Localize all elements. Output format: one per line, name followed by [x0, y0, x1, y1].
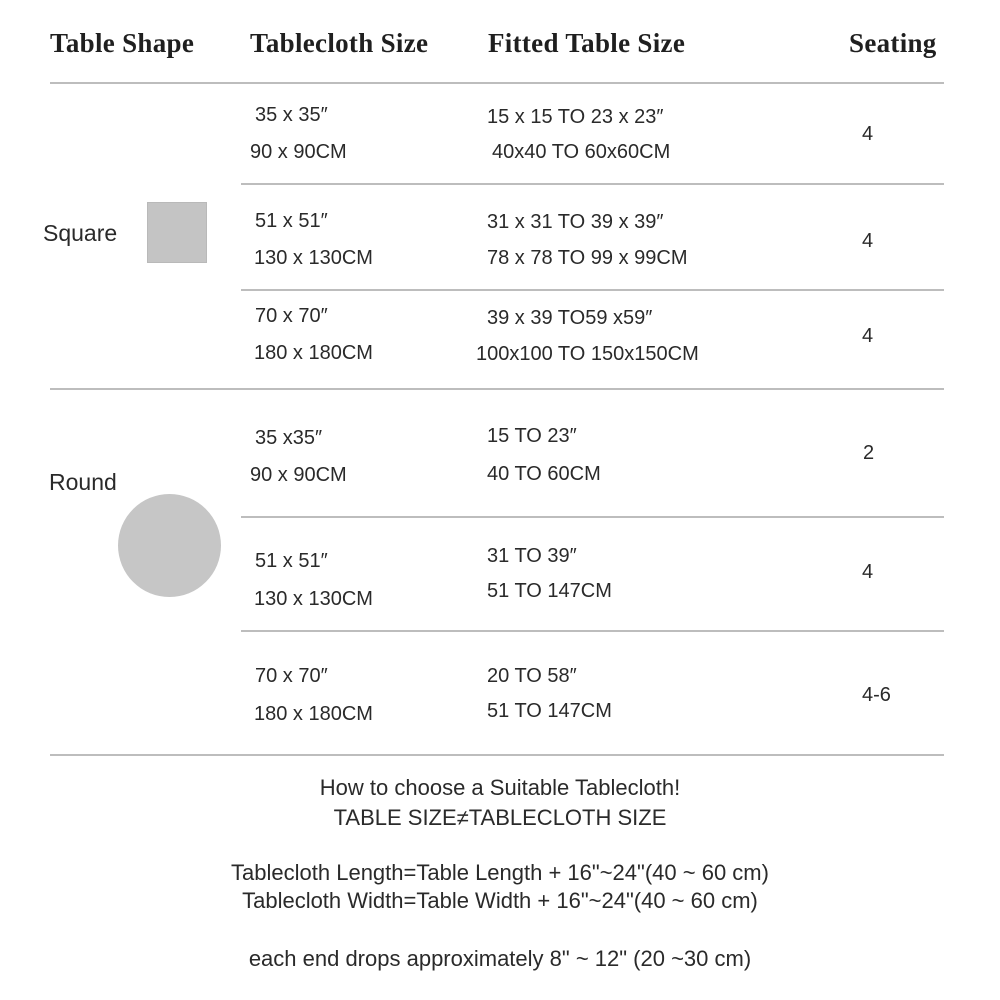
guide-title: How to choose a Suitable Tablecloth! — [319, 775, 681, 800]
tablecloth-size-inches: 35 x 35″ — [255, 104, 328, 126]
header-table-shape: Table Shape — [50, 28, 195, 58]
round-table-icon — [118, 494, 221, 597]
row-divider — [241, 630, 944, 632]
header-fitted-table-size: Fitted Table Size — [488, 28, 686, 58]
header-seating: Seating — [849, 28, 937, 58]
header-divider — [50, 82, 944, 84]
seating-value: 2 — [863, 442, 875, 464]
guide-subtitle: TABLE SIZE≠TABLECLOTH SIZE — [333, 805, 667, 830]
fitted-size-cm: 40x40 TO 60x60CM — [492, 141, 671, 163]
seating-value: 4 — [862, 230, 874, 252]
seating-value: 4 — [862, 561, 874, 583]
tablecloth-size-cm: 180 x 180CM — [254, 703, 373, 725]
shape-label-round: Round — [49, 469, 117, 495]
fitted-size-inches: 20 TO 58″ — [487, 665, 577, 687]
tablecloth-size-inches: 70 x 70″ — [255, 665, 328, 687]
tablecloth-size-cm: 130 x 130CM — [254, 588, 373, 610]
header-tablecloth-size: Tablecloth Size — [250, 28, 429, 58]
fitted-size-cm: 51 TO 147CM — [487, 580, 612, 602]
row-divider — [241, 289, 944, 291]
tablecloth-size-cm: 130 x 130CM — [254, 247, 373, 269]
guide-length-formula: Tablecloth Length=Table Length + 16"~24"(40 ~ 60 cm) — [231, 860, 769, 885]
group-divider — [50, 388, 944, 390]
tablecloth-size-inches: 51 x 51″ — [255, 210, 328, 232]
tablecloth-size-cm: 180 x 180CM — [254, 342, 373, 364]
seating-value: 4 — [862, 325, 874, 347]
seating-value: 4-6 — [862, 684, 891, 706]
fitted-size-inches: 31 TO 39″ — [487, 545, 577, 567]
tablecloth-size-cm: 90 x 90CM — [250, 464, 347, 486]
tablecloth-size-inches: 51 x 51″ — [255, 550, 328, 572]
fitted-size-cm: 78 x 78 TO 99 x 99CM — [487, 247, 688, 269]
guide-width-formula: Tablecloth Width=Table Width + 16"~24"(40 ~ 60 cm) — [242, 888, 758, 913]
tablecloth-size-inches: 70 x 70″ — [255, 305, 328, 327]
row-divider — [241, 183, 944, 185]
fitted-size-inches: 15 TO 23″ — [487, 425, 577, 447]
square-table-icon — [147, 202, 207, 263]
fitted-size-cm: 40 TO 60CM — [487, 463, 601, 485]
shape-label-square: Square — [43, 220, 118, 246]
table-bottom-divider — [50, 754, 944, 756]
fitted-size-cm: 51 TO 147CM — [487, 700, 612, 722]
fitted-size-inches: 39 x 39 TO59 x59″ — [487, 307, 653, 329]
tablecloth-size-inches: 35 x35″ — [255, 427, 323, 449]
fitted-size-inches: 15 x 15 TO 23 x 23″ — [487, 106, 664, 128]
tablecloth-size-cm: 90 x 90CM — [250, 141, 347, 163]
fitted-size-cm: 100x100 TO 150x150CM — [476, 343, 699, 365]
guide-drop-note: each end drops approximately 8" ~ 12" (20 ~30 cm) — [248, 946, 752, 971]
fitted-size-inches: 31 x 31 TO 39 x 39″ — [487, 211, 664, 233]
seating-value: 4 — [862, 123, 874, 145]
row-divider — [241, 516, 944, 518]
